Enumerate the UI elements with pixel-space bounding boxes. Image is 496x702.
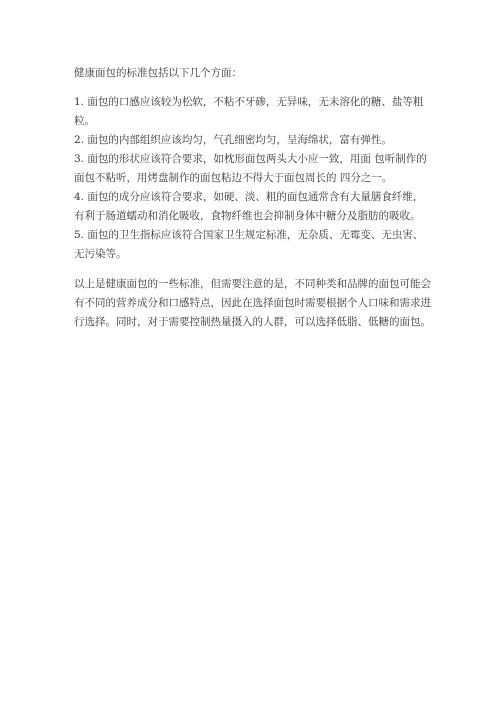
list-item: 3. 面包的形状应该符合要求，如枕形面包两头大小应一致，用面 包听制作的面包不粘听，用烤盘制作的面包粘边不得大于面包周长的 四分之一。 [74,153,427,184]
standards-list [74,93,432,264]
document-body [74,64,432,332]
list-item: 5. 面包的卫生指标应该符合国家卫生规定标准，无杂质、无霉变、无虫害、无污染等。 [74,229,424,260]
list-item: 2. 面包的内部组织应该均匀，气孔细密均匀，呈海绵状，富有弹性。 [74,134,392,146]
list-item: 1. 面包的口感应该较为松软，不粘不牙碜，无异味，无未溶化的糖、盐等粗粒。 [74,96,424,127]
intro-paragraph: 健康面包的标准包括以下几个方面： [74,67,242,79]
list-item: 4. 面包的成分应该符合要求，如硬、淡、粗的面包通常含有大量膳食纤维，有利于肠道蠕动和消化吸收，食物纤维也会抑制身体中糖分及脂肪的吸收。 [74,191,424,222]
summary-paragraph: 以上是健康面包的一些标准，但需要注意的是，不同种类和品牌的面包可能会有不同的营养成分和口感特点，因此在选择面包时需要根据个人口味和需求进行选择。同时，对于需要控制热量摄入的人群，可以选择低脂、低糖的面包。 [74,278,431,328]
